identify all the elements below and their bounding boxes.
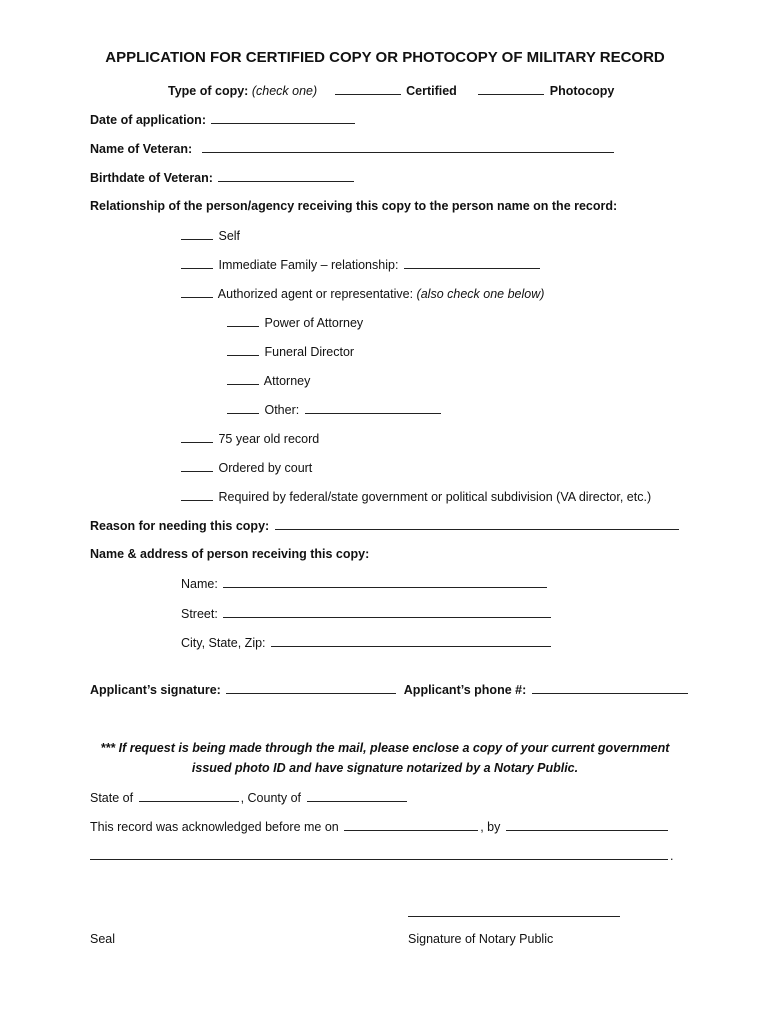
applicant-phone-label: Applicant’s phone #: bbox=[403, 683, 527, 697]
recipient-city-state-zip-row bbox=[181, 634, 553, 651]
applicant-signature-field[interactable] bbox=[226, 681, 396, 694]
power-of-attorney-check-blank[interactable] bbox=[227, 314, 259, 327]
applicant-row bbox=[90, 681, 690, 698]
notary-signature-label: Signature of Notary Public bbox=[408, 932, 554, 946]
recipient-city-state-zip-field[interactable] bbox=[271, 634, 551, 647]
seal-label: Seal bbox=[90, 932, 116, 946]
immediate-family-relationship-field[interactable] bbox=[404, 256, 540, 269]
state-of-field[interactable] bbox=[139, 789, 239, 802]
option-ordered-by-court bbox=[181, 459, 312, 476]
funeral-director-check-blank[interactable] bbox=[227, 343, 259, 356]
form-title: APPLICATION FOR CERTIFIED COPY OR PHOTOCOPY OF MILITARY RECORD bbox=[105, 49, 665, 66]
authorized-agent-check-blank[interactable] bbox=[181, 285, 213, 298]
type-of-copy-row bbox=[168, 82, 614, 99]
acknowledged-by-field[interactable] bbox=[506, 818, 668, 831]
county-of-label: , County of bbox=[240, 791, 302, 805]
name-of-veteran-field[interactable] bbox=[202, 140, 614, 153]
mail-notice-line-2: issued photo ID and have signature notarized by a Notary Public. bbox=[191, 761, 579, 775]
date-of-application-row bbox=[90, 111, 357, 128]
type-of-copy-label: Type of copy: bbox=[168, 84, 249, 98]
name-of-veteran-row bbox=[90, 140, 616, 157]
date-of-application-field[interactable] bbox=[211, 111, 355, 124]
attorney-label: Attorney bbox=[263, 374, 311, 388]
option-75-year-record bbox=[181, 430, 319, 447]
certified-option-label: Certified bbox=[406, 84, 457, 98]
funeral-director-label: Funeral Director bbox=[264, 345, 355, 359]
option-other bbox=[227, 401, 443, 418]
reason-row bbox=[90, 517, 681, 534]
photocopy-option-label: Photocopy bbox=[549, 84, 615, 98]
attorney-check-blank[interactable] bbox=[227, 372, 259, 385]
other-check-blank[interactable] bbox=[227, 401, 259, 414]
notary-location-row bbox=[90, 789, 409, 806]
birthdate-of-veteran-field[interactable] bbox=[218, 169, 354, 182]
75-year-record-label: 75 year old record bbox=[218, 432, 320, 446]
other-field[interactable] bbox=[305, 401, 441, 414]
authorized-agent-label: Authorized agent or representative: bbox=[217, 287, 414, 301]
mail-notice-line-1: *** If request is being made through the mail, please enclose a copy of your current government bbox=[100, 741, 670, 755]
notary-signature-field[interactable] bbox=[408, 904, 620, 917]
notary-signature-line-row bbox=[408, 904, 622, 921]
option-funeral-director bbox=[227, 343, 354, 360]
date-of-application-label: Date of application: bbox=[90, 113, 206, 127]
required-by-government-label: Required by federal/state government or political subdivision (VA director, etc.) bbox=[218, 490, 652, 504]
recipient-street-label: Street: bbox=[181, 607, 218, 621]
certified-check-blank[interactable] bbox=[335, 82, 401, 95]
recipient-name-row bbox=[181, 575, 549, 592]
option-required-by-government bbox=[181, 488, 651, 505]
ordered-by-court-label: Ordered by court bbox=[218, 461, 313, 475]
relationship-heading: Relationship of the person/agency receiving this copy to the person name on the record: bbox=[90, 199, 618, 213]
power-of-attorney-label: Power of Attorney bbox=[264, 316, 364, 330]
applicant-phone-field[interactable] bbox=[532, 681, 688, 694]
recipient-street-field[interactable] bbox=[223, 605, 551, 618]
state-of-label: State of bbox=[90, 791, 134, 805]
75-year-record-check-blank[interactable] bbox=[181, 430, 213, 443]
recipient-name-field[interactable] bbox=[223, 575, 547, 588]
other-label: Other: bbox=[264, 403, 300, 417]
recipient-street-row bbox=[181, 605, 553, 622]
county-of-field[interactable] bbox=[307, 789, 407, 802]
birthdate-of-veteran-label: Birthdate of Veteran: bbox=[90, 171, 213, 185]
immediate-family-label: Immediate Family – relationship: bbox=[218, 258, 399, 272]
option-self bbox=[181, 227, 240, 244]
type-of-copy-hint: (check one) bbox=[251, 84, 318, 98]
photocopy-check-blank[interactable] bbox=[478, 82, 544, 95]
applicant-signature-label: Applicant’s signature: bbox=[90, 683, 221, 697]
acknowledged-continuation-field[interactable] bbox=[90, 847, 668, 860]
option-immediate-family bbox=[181, 256, 542, 273]
acknowledged-row bbox=[90, 818, 670, 835]
immediate-family-check-blank[interactable] bbox=[181, 256, 213, 269]
self-label: Self bbox=[218, 229, 241, 243]
acknowledged-continuation-row: . bbox=[90, 847, 673, 864]
option-power-of-attorney bbox=[227, 314, 363, 331]
self-check-blank[interactable] bbox=[181, 227, 213, 240]
option-attorney bbox=[227, 372, 310, 389]
name-of-veteran-label: Name of Veteran: bbox=[90, 142, 193, 156]
acknowledged-label: This record was acknowledged before me on bbox=[90, 820, 339, 834]
recipient-heading: Name & address of person receiving this copy: bbox=[90, 547, 370, 561]
required-by-government-check-blank[interactable] bbox=[181, 488, 213, 501]
acknowledged-by-label: , by bbox=[480, 820, 501, 834]
recipient-city-state-zip-label: City, State, Zip: bbox=[181, 636, 266, 650]
authorized-agent-hint: (also check one below) bbox=[416, 287, 545, 301]
option-authorized-agent bbox=[181, 285, 544, 302]
acknowledged-date-field[interactable] bbox=[344, 818, 478, 831]
reason-field[interactable] bbox=[275, 517, 679, 530]
ordered-by-court-check-blank[interactable] bbox=[181, 459, 213, 472]
recipient-name-label: Name: bbox=[181, 577, 218, 591]
birthdate-of-veteran-row bbox=[90, 169, 356, 186]
reason-label: Reason for needing this copy: bbox=[90, 519, 270, 533]
